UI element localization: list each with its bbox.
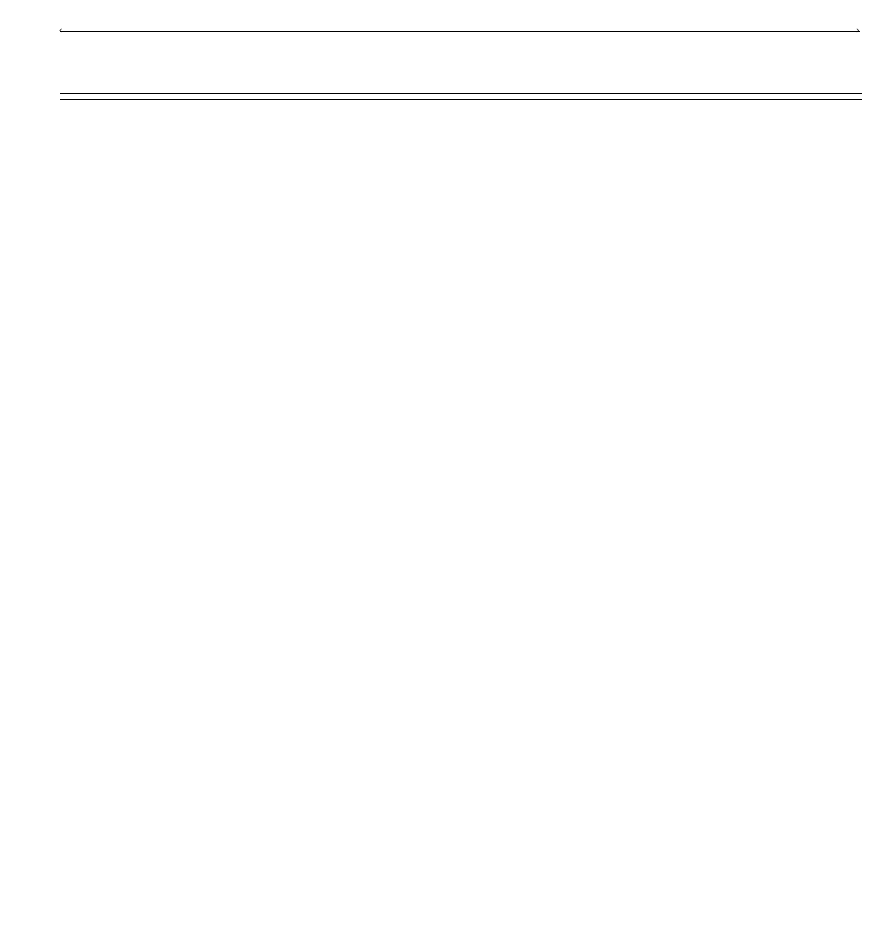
cytoband-line-bottom[interactable] — [60, 99, 862, 100]
ruler-line — [60, 31, 860, 32]
ruler-right-arrow-icon: › — [855, 26, 861, 36]
ruler-left-arrow-icon: ‹ — [58, 26, 64, 36]
cytoband-line-top[interactable] — [60, 93, 862, 94]
